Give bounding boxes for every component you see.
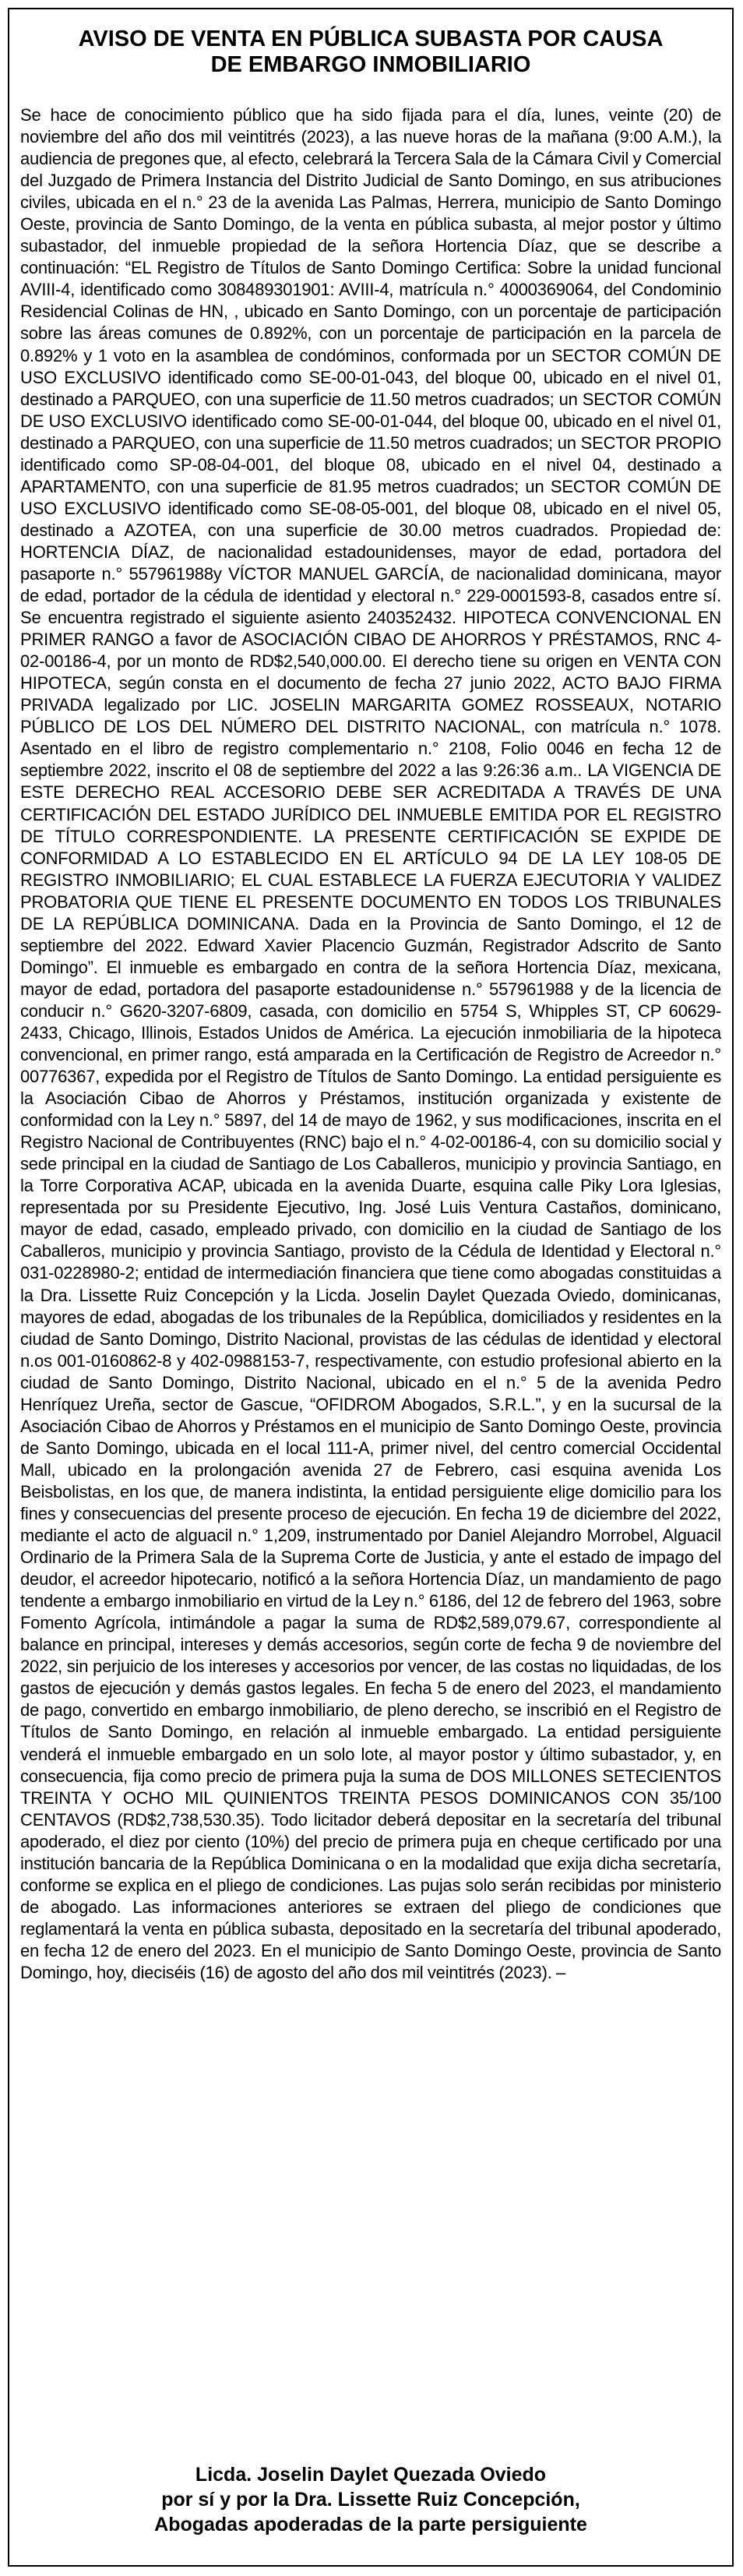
signature-name: Licda. Joselin Daylet Quezada Oviedo	[195, 2464, 547, 2486]
notice-paragraph: Se hace de conocimiento público que ha sido fijada para el día, lunes, veinte (20) de noviembre del año dos mil veintitrés (2023), a las nueve horas de la mañana (9:00 A.M.), la audiencia de pregones que, al efecto, celebrará la Tercera Sala de la Cámara Civil y Comercial del Juzgado de Primera Instancia del Distrito Judicial de Santo Domingo, en sus atribuciones civiles, ubicada en el n.° 23 de la avenida Las Palmas, Herrera, municipio de Santo Domingo Oeste, provincia de Santo Domingo, de la venta en pública subasta, al mejor postor y último subastador, del inmueble propiedad de la señora Hortencia Díaz, que se describe a continuación: “EL Registro de Títulos de Santo Domingo Certifica: Sobre la unidad funcional AVIII-4, identificado como 308489301901: AVIII-4, matrícula n.° 4000369064, del Condominio Residencial Colinas de HN, , ubicado en Santo Domingo, con un porcentaje de participación sobre las áreas comunes de 0.892%, con un porcentaje de participación en la parcela de 0.892% y 1 voto en la asamblea de condóminos, conformada por un SECTOR COMÚN DE USO EXCLUSIVO identificado como SE-00-01-043, del bloque 00, ubicado en el nivel 01, destinado a PARQUEO, con una superficie de 11.50 metros cuadrados; un SECTOR COMÚN DE USO EXCLUSIVO identificado como SE-00-01-044, del bloque 00, ubicado en el nivel 01, destinado a PARQUEO, con una superficie de 11.50 metros cuadrados; un SECTOR PROPIO identificado como SP-08-04-001, del bloque 08, ubicado en el nivel 04, destinado a APARTAMENTO, con una superficie de 81.95 metros cuadrados; un SECTOR COMÚN DE USO EXCLUSIVO identificado como SE-08-05-001, del bloque 08, ubicado en el nivel 05, destinado a AZOTEA, con una superficie de 30.00 metros cuadrados. Propiedad de: HORTENCIA DÍAZ, de nacionalidad estadounidenses, mayor de edad, portadora del pasaporte n.° 557961988y VÍCTOR MANUEL GARCÍA, de nacionalidad dominicana, mayor de edad, portador de la cédula de identidad y electoral n.° 229-0001593-8, casados entre sí. Se encuentra registrado el siguiente asiento 240352432. HIPOTECA CONVENCIONAL EN PRIMER RANGO a favor de ASOCIACIÓN CIBAO DE AHORROS Y PRÉSTAMOS, RNC 4-02-00186-4, por un monto de RD$2,540,000.00. El derecho tiene su origen en VENTA CON HIPOTECA, según consta en el documento de fecha 27 junio 2022, ACTO BAJO FIRMA PRIVADA legalizado por LIC. JOSELIN MARGARITA GOMEZ ROSSEAUX, NOTARIO PÚBLICO DE LOS DEL NÚMERO DEL DISTRITO NACIONAL, con matrícula n.° 1078. Asentado en el libro de registro complementario n.° 2108, Folio 0046 en fecha 12 de septiembre 2022, inscrito el 08 de septiembre del 2022 a las 9:26:36 a.m.. LA VIGENCIA DE ESTE DERECHO REAL ACCESORIO DEBE SER ACREDITADA A TRAVÉS DE UNA CERTIFICACIÓN DEL ESTADO JURÍDICO DEL INMUEBLE EMITIDA POR EL REGISTRO DE TÍTULO CORRESPONDIENTE. LA PRESENTE CERTIFICACIÓN SE EXPIDE DE CONFORMIDAD A LO ESTABLECIDO EN EL ARTÍCULO 94 DE LA LEY 108-05 DE REGISTRO INMOBILIARIO; EL CUAL ESTABLECE LA FUERZA EJECUTORIA Y VALIDEZ PROBATORIA QUE TIENE EL PRESENTE DOCUMENTO EN TODOS LOS TRIBUNALES DE LA REPÚBLICA DOMINICANA. Dada en la Provincia de Santo Domingo, el 12 de septiembre del 2022. Edward Xavier Placencio Guzmán, Registrador Adscrito de Santo Domingo”. El inmueble es embargado en contra de la señora Hortencia Díaz, mexicana, mayor de edad, portadora del pasaporte estadounidense n.° 557961988 y de la licencia de conducir n.° G620-3207-6809, casada, con domicilio en 5754 S, Whipples ST, CP 60629-2433, Chicago, Illinois, Estados Unidos de América. La ejecución inmobiliaria de la hipoteca convencional, en primer rango, está amparada en la Certificación de Registro de Acreedor n.° 00776367, expedida por el Registro de Títulos de Santo Domingo. La entidad persiguiente es la Asociación Cibao de Ahorros y Préstamos, institución organizada y existente de conformidad con la Ley n.° 5897, del 14 de mayo de 1962, y sus modificaciones, inscrita en el Registro Nacional de Contribuyentes (RNC) bajo el n.° 4-02-00186-4, con su domicilio social y sede principal en la ciudad de Santiago de Los Caballeros, municipio y provincia Santiago, en la Torre Corporativa ACAP, ubicada en la avenida Duarte, esquina calle Piky Lora Iglesias, representada por su Presidente Ejecutivo, Ing. José Luis Ventura Castaños, dominicano, mayor de edad, casado, empleado privado, con domicilio en la ciudad de Santiago de los Caballeros, municipio y provincia Santiago, provisto de la Cédula de Identidad y Electoral n.° 031-0228980-2; entidad de intermediación financiera que tiene como abogadas constituidas a la Dra. Lissette Ruiz Concepción y la Licda. Joselin Daylet Quezada Oviedo, dominicanas, mayores de edad, abogadas de los tribunales de la República, domiciliados y residentes en la ciudad de Santo Domingo, Distrito Nacional, provistas de las cédulas de identidad y electoral n.os 001-0160862-8 y 402-0988153-7, respectivamente, con estudio profesional abierto en la ciudad de Santo Domingo, Distrito Nacional, ubicado en el n.° 5 de la avenida Pedro Henríquez Ureña, sector de Gascue, “OFIDROM Abogados, S.R.L.”, y en la sucursal de la Asociación Cibao de Ahorros y Préstamos en el municipio de Santo Domingo Oeste, provincia de Santo Domingo, ubicada en el local 111-A, primer nivel, del centro comercial Occidental Mall, ubicado en la prolongación avenida 27 de Febrero, casi esquina avenida Los Beisbolistas, en los que, de manera indistinta, la entidad persiguiente elige domicilio para los fines y consecuencias del presente proceso de ejecución. En fecha 19 de diciembre del 2022, mediante el acto de alguacil n.° 1,209, instrumentado por Daniel Alejandro Morrobel, Alguacil Ordinario de la Primera Sala de la Suprema Corte de Justicia, y ante el estado de impago del deudor, el acreedor hipotecario, notificó a la señora Hortencia Díaz, un mandamiento de pago tendente a embargo inmobiliario en virtud de la Ley n.° 6186, del 12 de febrero del 1963, sobre Fomento Agrícola, intimándole a pagar la suma de RD$2,589,079.67, correspondiente al balance en principal, intereses y demás accesorios, según corte de fecha 9 de noviembre del 2022, sin perjuicio de los intereses y accesorios por vencer, de las costas no liquidadas, de los gastos de ejecución y demás gastos legales. En fecha 5 de enero del 2023, el mandamiento de pago, convertido en embargo inmobiliario, de pleno derecho, se inscribió en el Registro de Títulos de Santo Domingo, en relación al inmueble embargado. La entidad persiguiente venderá el inmueble embargado en un solo lote, al mayor postor y último subastador, y, en consecuencia, fija como precio de primera puja la suma de DOS MILLONES SETECIENTOS TREINTA Y OCHO MIL QUINIENTOS TREINTA PESOS DOMINICANOS CON 35/100 CENTAVOS (RD$2,738,530.35). Todo licitador deberá depositar en la secretaría del tribunal apoderado, el diez por ciento (10%) del precio de primera puja en cheque certificado por una institución bancaria de la República Dominicana o en la modalidad que exija dicha secretaría, conforme se explica en el pliego de condiciones. Las pujas solo serán recibidas por ministerio de abogado. Las informaciones anteriores se extraen del pliego de condiciones que reglamentará la venta en pública subasta, depositado en la secretaría del tribunal apoderado, en fecha 12 de enero del 2023. En el municipio de Santo Domingo Oeste, provincia de Santo Domingo, hoy, dieciséis (16) de agosto del año dos mil veintitrés (2023). –	[20, 105, 721, 1982]
notice-body	[20, 104, 721, 1984]
notice-title-line-1: AVISO DE VENTA EN PÚBLICA SUBASTA POR CAUSA	[78, 26, 664, 51]
signature-role: Abogadas apoderadas de la parte persiguiente	[154, 2514, 587, 2535]
signature-block	[9, 2462, 732, 2537]
signature-on-behalf: por sí y por la Dra. Lissette Ruiz Concepción,	[161, 2489, 580, 2511]
notice-title-line-2: DE EMBARGO INMOBILIARIO	[210, 52, 531, 77]
legal-notice	[8, 8, 734, 2567]
notice-title	[40, 26, 701, 78]
